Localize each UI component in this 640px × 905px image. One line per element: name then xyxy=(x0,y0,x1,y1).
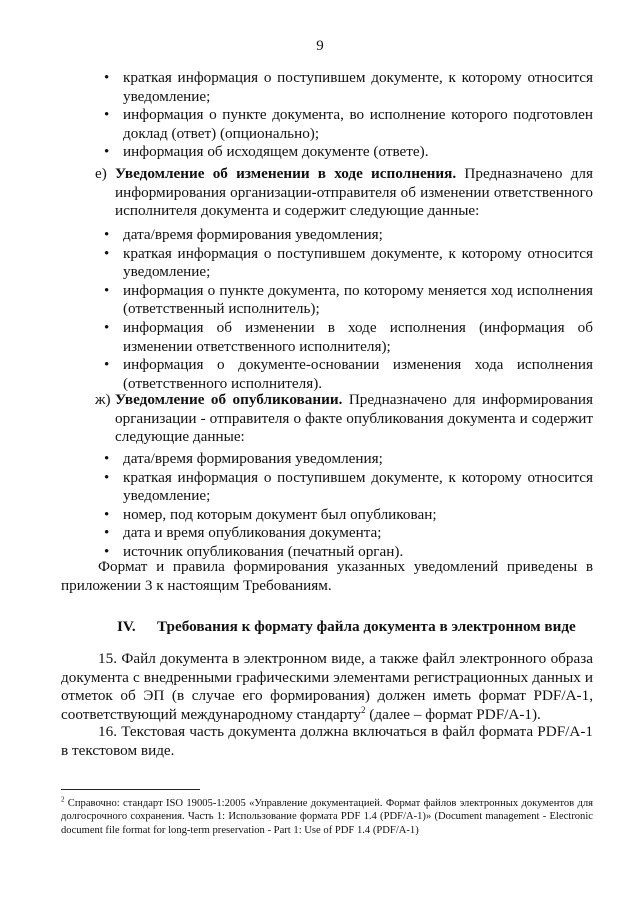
item-zh-bullet-list xyxy=(99,450,593,562)
list-item: • номер, под которым документ был опубликован; xyxy=(99,506,593,525)
paragraph-15 xyxy=(61,650,593,724)
list-item: • краткая информация о поступившем документе, к которому относится уведомление; xyxy=(99,469,593,506)
section-number: IV. xyxy=(117,618,136,635)
section-heading xyxy=(117,618,597,636)
list-item: • краткая информация о поступившем документе, к которому относится уведомление; xyxy=(99,245,593,282)
list-item: • дата и время опубликования документа; xyxy=(99,524,593,543)
footnote-divider xyxy=(61,789,200,790)
paragraph-16: 16. Текстовая часть документа должна включаться в файл формата PDF/A-1 в текстовом виде. xyxy=(61,723,593,759)
list-item: • информация о документе-основании изменения хода исполнения (ответственного исполнителя). xyxy=(99,356,593,393)
top-bullet-list xyxy=(99,69,593,162)
paragraph-15-text-end: (далее – формат PDF/A-1). xyxy=(365,705,541,723)
item-e xyxy=(95,165,593,221)
item-zh-body xyxy=(115,391,593,447)
list-item: • дата/время формирования уведомления; xyxy=(99,450,593,469)
footnote-reference: 2 xyxy=(361,704,366,715)
list-item: • дата/время формирования уведомления; xyxy=(99,226,593,245)
footnote xyxy=(61,797,593,837)
item-label: ж) xyxy=(95,391,111,408)
item-e-title: Уведомление об изменении в ходе исполнения. xyxy=(115,165,457,182)
footnote-text: Справочно: стандарт ISO 19005-1:2005 «Управление документацией. Формат файлов электронных документов для долгосрочного сохранения. Часть 1: Использование формата PDF 1.4 (PDF/A-1)» (Document management - Electronic document file format for long-term preservation - Part 1: Use of PDF 1.4 (PDF/A-1) xyxy=(61,798,593,836)
list-item: • информация о пункте документа, по которому меняется ход исполнения (ответственный исполнитель); xyxy=(99,282,593,319)
list-item: • информация о пункте документа, во исполнение которого подготовлен доклад (ответ) (опционально); xyxy=(99,106,593,143)
format-note-paragraph: Формат и правила формирования указанных уведомлений приведены в приложении 3 к настоящим Требованиям. xyxy=(61,558,593,594)
list-item: • информация об изменении в ходе исполнения (информация об изменении ответственного исполнителя); xyxy=(99,319,593,356)
item-zh-title: Уведомление об опубликовании. xyxy=(115,391,343,408)
item-e-body xyxy=(115,165,593,221)
item-e-text: Предназначено для информирования организации-отправителя об изменении ответственного исполнителя документа и содержит следующие данные: xyxy=(115,165,593,220)
list-item: • источник опубликования (печатный орган). xyxy=(99,543,593,562)
list-item: • информация об исходящем документе (ответе). xyxy=(99,143,593,162)
item-e-bullet-list xyxy=(99,226,593,393)
section-title: Требования к формату файла документа в электронном виде xyxy=(157,618,576,635)
footnote-mark: 2 xyxy=(61,795,65,804)
item-zh xyxy=(95,391,593,447)
list-item: • краткая информация о поступившем документе, к которому относится уведомление; xyxy=(99,69,593,106)
item-zh-text: Предназначено для информирования организации - отправителя о факте опубликования документа и содержит следующие данные: xyxy=(115,391,593,446)
item-label: е) xyxy=(95,165,107,182)
paragraph-15-text: 15. Файл документа в электронном виде, а также файл электронного образа документа с внедренными графическими элементами регистрационных данных и отметок об ЭП (в случае его формирования) должен иметь формат PDF/A-1, соответствующий международному стандарту xyxy=(61,650,593,723)
page-number: 9 xyxy=(316,38,324,54)
